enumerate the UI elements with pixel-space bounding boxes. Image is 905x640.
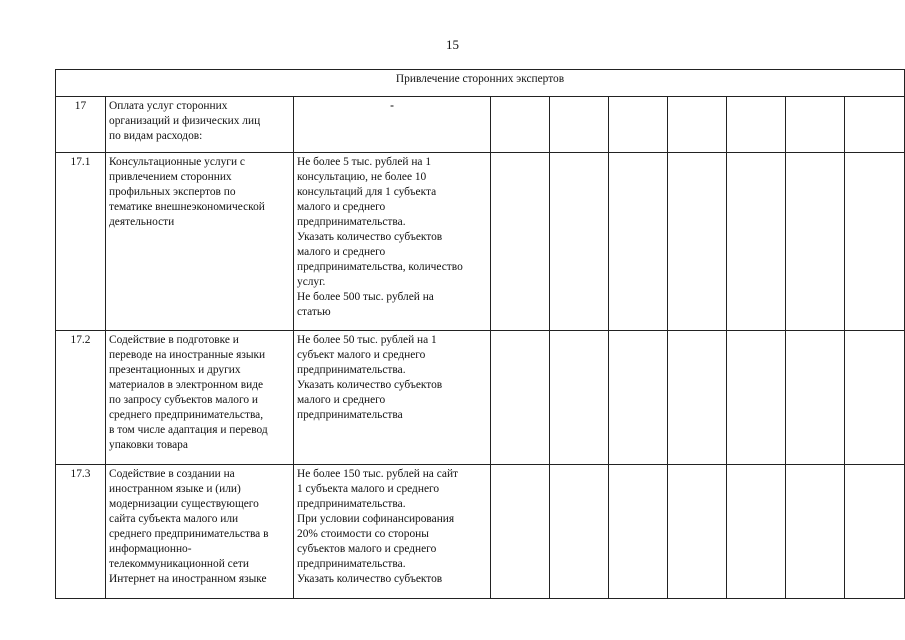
empty-cell: [550, 97, 609, 153]
empty-cell: [845, 153, 905, 331]
row-description: Содействие в подготовке и переводе на иностранные языки презентационных и других материалов в электронном виде по запросу субъектов малого и среднего предпринимательства, в том числе адаптация и перевод упаковки товара: [106, 331, 294, 465]
row-description: Оплата услуг сторонних организаций и физических лиц по видам расходов:: [106, 97, 294, 153]
empty-cell: [491, 153, 550, 331]
empty-cell: [727, 153, 786, 331]
empty-cell: [845, 97, 905, 153]
empty-cell: [786, 331, 845, 465]
empty-cell: [609, 153, 668, 331]
empty-cell: [786, 153, 845, 331]
row-number: 17: [56, 97, 106, 153]
empty-cell: [668, 465, 727, 599]
section-header-row: [56, 70, 905, 97]
empty-cell: [550, 153, 609, 331]
empty-cell: [550, 331, 609, 465]
table-row: [56, 331, 905, 465]
empty-cell: [491, 331, 550, 465]
empty-cell: [668, 153, 727, 331]
empty-cell: [491, 465, 550, 599]
row-norm: Не более 5 тыс. рублей на 1 консультацию, не более 10 консультаций для 1 субъекта малого и среднего предпринимательства. Указать количество субъектов малого и среднего предпринимательства, количество услуг. Не более 500 тыс. рублей на статью: [294, 153, 491, 331]
empty-cell: [491, 97, 550, 153]
row-description: Консультационные услуги с привлечением сторонних профильных экспертов по тематике внешнеэкономической деятельности: [106, 153, 294, 331]
empty-cell: [786, 465, 845, 599]
empty-cell: [609, 465, 668, 599]
empty-cell: [786, 97, 845, 153]
table-row: [56, 97, 905, 153]
empty-cell: [727, 465, 786, 599]
table-row: [56, 465, 905, 599]
row-number: 17.1: [56, 153, 106, 331]
section-title: Привлечение сторонних экспертов: [56, 70, 905, 97]
empty-cell: [727, 97, 786, 153]
empty-cell: [845, 331, 905, 465]
empty-cell: [727, 331, 786, 465]
empty-cell: [609, 331, 668, 465]
row-norm: -: [294, 97, 491, 153]
empty-cell: [668, 97, 727, 153]
empty-cell: [550, 465, 609, 599]
row-description: Содействие в создании на иностранном языке и (или) модернизации существующего сайта субъекта малого или среднего предпринимательства в информационно- телекоммуникационной сети Интернет на иностранном языке: [106, 465, 294, 599]
empty-cell: [668, 331, 727, 465]
empty-cell: [845, 465, 905, 599]
page-number: 15: [446, 37, 459, 52]
row-number: 17.3: [56, 465, 106, 599]
row-norm: Не более 150 тыс. рублей на сайт 1 субъекта малого и среднего предпринимательства. При условии софинансирования 20% стоимости со стороны субъектов малого и среднего предпринимательства. Указать количество субъектов: [294, 465, 491, 599]
row-number: 17.2: [56, 331, 106, 465]
row-norm: Не более 50 тыс. рублей на 1 субъект малого и среднего предпринимательства. Указать количество субъектов малого и среднего предпринимательства: [294, 331, 491, 465]
expenses-table: [55, 69, 905, 599]
empty-cell: [609, 97, 668, 153]
table-row: [56, 153, 905, 331]
